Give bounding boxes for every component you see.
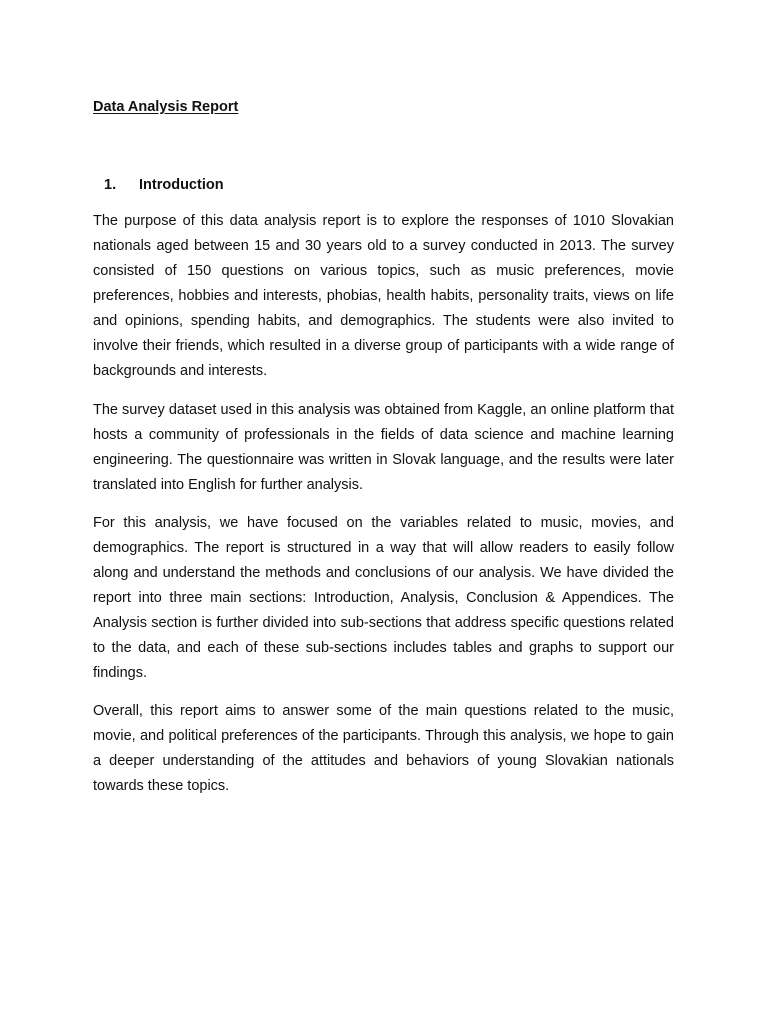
paragraph-report-structure: For this analysis, we have focused on the variables related to music, movies, and demographics. The report is structured in a way that will allow readers to easily follow along and understand the methods and conclusions of our analysis. We have divided the report into three main sections: Introduction, Analysis, Conclusion & Appendices. The Analysis section is further divided into sub-sections that address specific questions related to the data, and each of these sub-sections includes tables and graphs to support our findings. <box>93 515 674 681</box>
paragraph-dataset-source: The survey dataset used in this analysis was obtained from Kaggle, an online platform that hosts a community of professionals in the fields of data science and machine learning engineering. The questionnaire was written in Slovak language, and the results were later translated into English for further analysis. <box>93 402 674 493</box>
paragraph-overall-aims: Overall, this report aims to answer some of the main questions related to the music, movie, and political preferences of the participants. Through this analysis, we hope to gain a deeper understanding of the attitudes and behaviors of young Slovakian nationals towards these topics. <box>93 703 674 794</box>
document-title: Data Analysis Report <box>93 99 239 115</box>
section-number: 1. <box>104 177 117 193</box>
section-heading-text: Introduction <box>139 177 224 193</box>
paragraph-purpose: The purpose of this data analysis report is to explore the responses of 1010 Slovakian nationals aged between 15 and 30 years old to a survey conducted in 2013. The survey consisted of 150 questions on various topics, such as music preferences, movie preferences, hobbies and interests, phobias, health habits, personality traits, views on life and opinions, spending habits, and demographics. The students were also invited to involve their friends, which resulted in a diverse group of participants with a wide range of backgrounds and interests. <box>93 213 674 379</box>
section-heading-introduction <box>104 176 224 194</box>
